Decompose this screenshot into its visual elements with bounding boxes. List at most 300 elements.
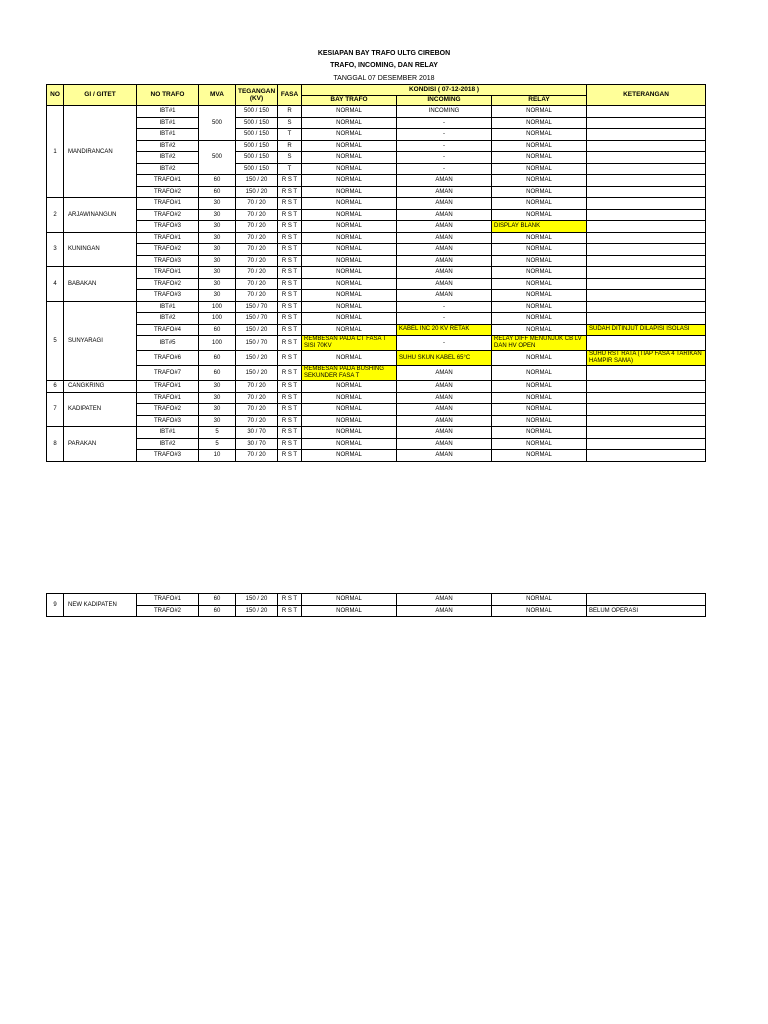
table-row	[47, 129, 706, 141]
cell-tegangan: 150 / 20	[236, 366, 278, 381]
cell-incoming: AMAN	[397, 198, 492, 210]
cell-incoming: -	[397, 117, 492, 129]
cell-no-trafo: TRAFO#2	[137, 186, 199, 198]
cell-no-trafo: IBT#1	[137, 117, 199, 129]
cell-mva: 60	[199, 351, 236, 366]
table-row	[47, 450, 706, 462]
cell-mva: 30	[199, 404, 236, 416]
cell-no-trafo: TRAFO#1	[137, 381, 199, 393]
cell-keterangan	[587, 404, 706, 416]
cell-incoming: AMAN	[397, 186, 492, 198]
col-header-keterangan: KETERANGAN	[587, 85, 706, 106]
cell-mva: 60	[199, 186, 236, 198]
cell-relay: NORMAL	[492, 255, 587, 267]
cell-bay-trafo: NORMAL	[302, 209, 397, 221]
cell-incoming: AMAN	[397, 392, 492, 404]
cell-tegangan: 150 / 20	[236, 186, 278, 198]
cell-bay-trafo: NORMAL	[302, 427, 397, 439]
cell-incoming: -	[397, 140, 492, 152]
cell-bay-trafo: NORMAL	[302, 244, 397, 256]
cell-fasa: R S T	[278, 255, 302, 267]
cell-no-trafo: TRAFO#4	[137, 324, 199, 336]
cell-no-trafo: IBT#1	[137, 129, 199, 141]
cell-no-trafo: TRAFO#6	[137, 351, 199, 366]
cell-tegangan: 70 / 20	[236, 450, 278, 462]
cell-relay: NORMAL	[492, 301, 587, 313]
header-row	[47, 85, 706, 96]
cell-fasa: R S T	[278, 427, 302, 439]
cell-fasa: R S T	[278, 438, 302, 450]
cell-relay: NORMAL	[492, 267, 587, 279]
cell-keterangan	[587, 221, 706, 233]
cell-bay-trafo: NORMAL	[302, 290, 397, 302]
cell-fasa: R S T	[278, 336, 302, 351]
cell-fasa: R S T	[278, 313, 302, 325]
cell-mva: 30	[199, 278, 236, 290]
cell-fasa: S	[278, 152, 302, 164]
cell-no-trafo: TRAFO#2	[137, 244, 199, 256]
cell-fasa: R S T	[278, 290, 302, 302]
cell-mva: 30	[199, 221, 236, 233]
cell-relay: NORMAL	[492, 152, 587, 164]
cell-mva: 100	[199, 313, 236, 325]
cell-bay-trafo: NORMAL	[302, 415, 397, 427]
cell-incoming: AMAN	[397, 267, 492, 279]
cell-mva: 30	[199, 381, 236, 393]
cell-tegangan: 150 / 70	[236, 313, 278, 325]
cell-no-trafo: IBT#1	[137, 427, 199, 439]
col-header-no: NO	[47, 85, 64, 106]
cell-no: 5	[47, 301, 64, 381]
cell-bay-trafo: NORMAL	[302, 129, 397, 141]
cell-keterangan	[587, 152, 706, 164]
report-subtitle: TRAFO, INCOMING, DAN RELAY	[330, 62, 438, 69]
cell-incoming: -	[397, 336, 492, 351]
cell-gi: MANDIRANCAN	[64, 106, 137, 198]
table-row	[47, 209, 706, 221]
cell-relay: NORMAL	[492, 605, 587, 617]
cell-mva: 5	[199, 438, 236, 450]
table-row	[47, 186, 706, 198]
cell-mva: 30	[199, 209, 236, 221]
cell-bay-trafo: NORMAL	[302, 175, 397, 187]
cell-tegangan: 70 / 20	[236, 198, 278, 210]
cell-relay: NORMAL	[492, 415, 587, 427]
cell-no-trafo: IBT#2	[137, 163, 199, 175]
cell-bay-trafo: NORMAL	[302, 404, 397, 416]
cell-no-trafo: TRAFO#3	[137, 255, 199, 267]
cell-tegangan: 70 / 20	[236, 232, 278, 244]
cell-tegangan: 70 / 20	[236, 404, 278, 416]
cell-keterangan	[587, 175, 706, 187]
cell-relay: NORMAL	[492, 290, 587, 302]
col-header-kondisi: KONDISI ( 07-12-2018 )	[302, 85, 587, 96]
cell-relay: NORMAL	[492, 175, 587, 187]
cell-fasa: R S T	[278, 415, 302, 427]
cell-no-trafo: TRAFO#2	[137, 404, 199, 416]
cell-mva: 30	[199, 232, 236, 244]
table-row	[47, 438, 706, 450]
cell-keterangan	[587, 278, 706, 290]
cell-incoming: AMAN	[397, 290, 492, 302]
cell-incoming: -	[397, 313, 492, 325]
cell-mva: 60	[199, 605, 236, 617]
cell-no: 6	[47, 381, 64, 393]
cell-keterangan	[587, 381, 706, 393]
cell-fasa: R S T	[278, 605, 302, 617]
cell-tegangan: 150 / 20	[236, 324, 278, 336]
cell-no: 1	[47, 106, 64, 198]
cell-gi: NEW KADIPATEN	[64, 594, 137, 617]
cell-incoming: -	[397, 301, 492, 313]
cell-fasa: R S T	[278, 404, 302, 416]
cell-mva: 30	[199, 392, 236, 404]
cell-incoming: -	[397, 152, 492, 164]
cell-keterangan	[587, 267, 706, 279]
table-row	[47, 324, 706, 336]
cell-no: 4	[47, 267, 64, 302]
cell-relay: NORMAL	[492, 351, 587, 366]
cell-bay-trafo: NORMAL	[302, 313, 397, 325]
table-row	[47, 232, 706, 244]
cell-keterangan: SUHU RST RATA (TIAP FASA 4 TARIKAN HAMPIR SAMA)	[587, 351, 706, 366]
cell-tegangan: 150 / 20	[236, 351, 278, 366]
cell-relay: NORMAL	[492, 427, 587, 439]
cell-mva: 500	[199, 140, 236, 175]
cell-relay: NORMAL	[492, 140, 587, 152]
cell-keterangan: SUDAH DITINJUT DILAPISI ISOLASI	[587, 324, 706, 336]
cell-no-trafo: TRAFO#1	[137, 594, 199, 606]
cell-bay-trafo: REMBESAN PADA BUSHING SEKUNDER FASA T	[302, 366, 397, 381]
cell-mva: 30	[199, 255, 236, 267]
cell-no-trafo: TRAFO#1	[137, 198, 199, 210]
cell-keterangan	[587, 198, 706, 210]
col-header-fasa: FASA	[278, 85, 302, 106]
cell-keterangan	[587, 336, 706, 351]
cell-no-trafo: IBT#2	[137, 152, 199, 164]
cell-incoming: AMAN	[397, 244, 492, 256]
cell-keterangan	[587, 415, 706, 427]
table-row	[47, 415, 706, 427]
cell-bay-trafo: NORMAL	[302, 255, 397, 267]
cell-keterangan	[587, 140, 706, 152]
tail-table	[46, 593, 706, 617]
cell-mva: 5	[199, 427, 236, 439]
cell-no-trafo: TRAFO#1	[137, 175, 199, 187]
cell-bay-trafo: NORMAL	[302, 198, 397, 210]
cell-keterangan	[587, 366, 706, 381]
cell-gi: CANGKRING	[64, 381, 137, 393]
cell-tegangan: 150 / 20	[236, 605, 278, 617]
cell-no: 9	[47, 594, 64, 617]
cell-keterangan	[587, 209, 706, 221]
cell-mva: 30	[199, 415, 236, 427]
cell-keterangan	[587, 106, 706, 118]
cell-gi: KADIPATEN	[64, 392, 137, 427]
cell-mva: 100	[199, 336, 236, 351]
cell-no-trafo: IBT#2	[137, 140, 199, 152]
cell-relay: RELAY DIFF MENUNJUK CB LV DAN HV OPEN	[492, 336, 587, 351]
cell-keterangan	[587, 450, 706, 462]
cell-no-trafo: TRAFO#2	[137, 278, 199, 290]
cell-tegangan: 70 / 20	[236, 415, 278, 427]
cell-keterangan	[587, 301, 706, 313]
cell-mva: 30	[199, 244, 236, 256]
cell-no-trafo: TRAFO#7	[137, 366, 199, 381]
cell-keterangan	[587, 129, 706, 141]
cell-no-trafo: TRAFO#3	[137, 221, 199, 233]
table-row	[47, 351, 706, 366]
cell-no-trafo: TRAFO#2	[137, 605, 199, 617]
table-row	[47, 427, 706, 439]
cell-incoming: AMAN	[397, 415, 492, 427]
main-table	[46, 84, 706, 462]
cell-keterangan	[587, 313, 706, 325]
report-date: TANGGAL 07 DESEMBER 2018	[333, 75, 435, 82]
cell-bay-trafo: NORMAL	[302, 117, 397, 129]
cell-tegangan: 70 / 20	[236, 209, 278, 221]
table-row	[47, 605, 706, 617]
cell-no-trafo: IBT#5	[137, 336, 199, 351]
cell-relay: NORMAL	[492, 186, 587, 198]
cell-bay-trafo: NORMAL	[302, 186, 397, 198]
cell-tegangan: 500 / 150	[236, 152, 278, 164]
cell-bay-trafo: NORMAL	[302, 351, 397, 366]
cell-tegangan: 150 / 20	[236, 594, 278, 606]
cell-no: 8	[47, 427, 64, 462]
cell-no-trafo: TRAFO#1	[137, 392, 199, 404]
cell-relay: NORMAL	[492, 106, 587, 118]
cell-bay-trafo: NORMAL	[302, 152, 397, 164]
cell-fasa: R S T	[278, 392, 302, 404]
cell-mva: 500	[199, 106, 236, 141]
cell-fasa: R S T	[278, 186, 302, 198]
cell-tegangan: 70 / 20	[236, 278, 278, 290]
table-row	[47, 366, 706, 381]
cell-no-trafo: TRAFO#3	[137, 290, 199, 302]
cell-keterangan	[587, 427, 706, 439]
cell-fasa: R	[278, 140, 302, 152]
cell-incoming: KABEL INC 20 KV RETAK	[397, 324, 492, 336]
cell-keterangan	[587, 290, 706, 302]
cell-bay-trafo: NORMAL	[302, 278, 397, 290]
col-header-no-trafo: NO TRAFO	[137, 85, 199, 106]
cell-relay: NORMAL	[492, 324, 587, 336]
cell-tegangan: 70 / 20	[236, 221, 278, 233]
cell-bay-trafo: NORMAL	[302, 106, 397, 118]
cell-tegangan: 30 / 70	[236, 438, 278, 450]
table-row	[47, 290, 706, 302]
cell-incoming: -	[397, 129, 492, 141]
cell-tegangan: 30 / 70	[236, 427, 278, 439]
table-row	[47, 152, 706, 164]
cell-relay: NORMAL	[492, 244, 587, 256]
col-header-relay: RELAY	[492, 95, 587, 106]
cell-incoming: -	[397, 163, 492, 175]
cell-fasa: R S T	[278, 594, 302, 606]
cell-gi: ARJAWINANGUN	[64, 198, 137, 233]
cell-fasa: R S T	[278, 175, 302, 187]
cell-incoming: AMAN	[397, 221, 492, 233]
cell-tegangan: 70 / 20	[236, 244, 278, 256]
table-row	[47, 198, 706, 210]
cell-relay: NORMAL	[492, 404, 587, 416]
cell-mva: 30	[199, 267, 236, 279]
cell-keterangan: BELUM OPERASI	[587, 605, 706, 617]
cell-fasa: R S T	[278, 301, 302, 313]
col-header-tegangan: TEGANGAN (KV)	[236, 85, 278, 106]
cell-bay-trafo: NORMAL	[302, 221, 397, 233]
col-header-mva: MVA	[199, 85, 236, 106]
cell-bay-trafo: NORMAL	[302, 605, 397, 617]
cell-mva: 30	[199, 290, 236, 302]
cell-incoming: AMAN	[397, 232, 492, 244]
cell-no-trafo: TRAFO#2	[137, 209, 199, 221]
table-row	[47, 221, 706, 233]
cell-fasa: R S T	[278, 221, 302, 233]
cell-incoming: AMAN	[397, 594, 492, 606]
table-row	[47, 278, 706, 290]
cell-tegangan: 70 / 20	[236, 392, 278, 404]
cell-mva: 30	[199, 198, 236, 210]
cell-keterangan	[587, 438, 706, 450]
cell-fasa: S	[278, 117, 302, 129]
cell-no-trafo: IBT#1	[137, 106, 199, 118]
cell-keterangan	[587, 232, 706, 244]
cell-mva: 10	[199, 450, 236, 462]
cell-tegangan: 70 / 20	[236, 381, 278, 393]
cell-fasa: R	[278, 106, 302, 118]
cell-no: 3	[47, 232, 64, 267]
cell-fasa: R S T	[278, 366, 302, 381]
cell-gi: SUNYARAGI	[64, 301, 137, 381]
cell-mva: 60	[199, 175, 236, 187]
cell-fasa: R S T	[278, 209, 302, 221]
cell-tegangan: 70 / 20	[236, 290, 278, 302]
cell-no-trafo: TRAFO#3	[137, 415, 199, 427]
cell-fasa: R S T	[278, 324, 302, 336]
cell-tegangan: 150 / 70	[236, 336, 278, 351]
cell-relay: NORMAL	[492, 278, 587, 290]
cell-bay-trafo: REMBESAN PADA CT FASA T SISI 70KV	[302, 336, 397, 351]
cell-mva: 60	[199, 366, 236, 381]
cell-incoming: AMAN	[397, 381, 492, 393]
cell-tegangan: 70 / 20	[236, 267, 278, 279]
cell-bay-trafo: NORMAL	[302, 392, 397, 404]
cell-gi: PARAKAN	[64, 427, 137, 462]
table-row	[47, 117, 706, 129]
cell-no-trafo: IBT#2	[137, 313, 199, 325]
cell-keterangan	[587, 255, 706, 267]
cell-keterangan	[587, 163, 706, 175]
cell-incoming: AMAN	[397, 175, 492, 187]
cell-tegangan: 70 / 20	[236, 255, 278, 267]
cell-incoming: AMAN	[397, 605, 492, 617]
cell-incoming: AMAN	[397, 278, 492, 290]
cell-bay-trafo: NORMAL	[302, 232, 397, 244]
table-row	[47, 140, 706, 152]
cell-bay-trafo: NORMAL	[302, 594, 397, 606]
cell-bay-trafo: NORMAL	[302, 324, 397, 336]
cell-incoming: AMAN	[397, 438, 492, 450]
cell-relay: DISPLAY BLANK	[492, 221, 587, 233]
cell-no-trafo: TRAFO#1	[137, 232, 199, 244]
cell-incoming: AMAN	[397, 209, 492, 221]
cell-tegangan: 150 / 70	[236, 301, 278, 313]
cell-no: 7	[47, 392, 64, 427]
cell-no: 2	[47, 198, 64, 233]
cell-incoming: AMAN	[397, 450, 492, 462]
cell-no-trafo: IBT#1	[137, 301, 199, 313]
cell-fasa: T	[278, 129, 302, 141]
cell-no-trafo: IBT#2	[137, 438, 199, 450]
table-row	[47, 381, 706, 393]
cell-tegangan: 500 / 150	[236, 117, 278, 129]
cell-fasa: R S T	[278, 351, 302, 366]
cell-relay: NORMAL	[492, 129, 587, 141]
cell-bay-trafo: NORMAL	[302, 140, 397, 152]
cell-fasa: R S T	[278, 267, 302, 279]
cell-tegangan: 500 / 150	[236, 129, 278, 141]
cell-fasa: R S T	[278, 232, 302, 244]
cell-keterangan	[587, 594, 706, 606]
cell-gi: KUNINGAN	[64, 232, 137, 267]
cell-keterangan	[587, 244, 706, 256]
cell-fasa: R S T	[278, 381, 302, 393]
table-row	[47, 313, 706, 325]
cell-gi: BABAKAN	[64, 267, 137, 302]
cell-relay: NORMAL	[492, 209, 587, 221]
cell-relay: NORMAL	[492, 392, 587, 404]
cell-incoming: INCOMING	[397, 106, 492, 118]
cell-fasa: T	[278, 163, 302, 175]
cell-relay: NORMAL	[492, 232, 587, 244]
table-row	[47, 392, 706, 404]
cell-no-trafo: TRAFO#3	[137, 450, 199, 462]
cell-no-trafo: TRAFO#1	[137, 267, 199, 279]
cell-incoming: AMAN	[397, 427, 492, 439]
table-row	[47, 255, 706, 267]
cell-relay: NORMAL	[492, 163, 587, 175]
table-row	[47, 175, 706, 187]
table-row	[47, 301, 706, 313]
cell-relay: NORMAL	[492, 313, 587, 325]
col-header-gi: GI / GITET	[64, 85, 137, 106]
cell-fasa: R S T	[278, 450, 302, 462]
cell-relay: NORMAL	[492, 198, 587, 210]
cell-mva: 60	[199, 594, 236, 606]
cell-incoming: AMAN	[397, 366, 492, 381]
cell-relay: NORMAL	[492, 438, 587, 450]
cell-relay: NORMAL	[492, 366, 587, 381]
cell-tegangan: 500 / 150	[236, 106, 278, 118]
table-row	[47, 404, 706, 416]
table-row	[47, 594, 706, 606]
cell-tegangan: 500 / 150	[236, 163, 278, 175]
table-row	[47, 163, 706, 175]
table-row	[47, 267, 706, 279]
cell-mva: 100	[199, 301, 236, 313]
cell-bay-trafo: NORMAL	[302, 450, 397, 462]
cell-relay: NORMAL	[492, 381, 587, 393]
cell-tegangan: 500 / 150	[236, 140, 278, 152]
cell-bay-trafo: NORMAL	[302, 267, 397, 279]
cell-bay-trafo: NORMAL	[302, 301, 397, 313]
cell-tegangan: 150 / 20	[236, 175, 278, 187]
table-row	[47, 244, 706, 256]
cell-bay-trafo: NORMAL	[302, 438, 397, 450]
table-row	[47, 106, 706, 118]
